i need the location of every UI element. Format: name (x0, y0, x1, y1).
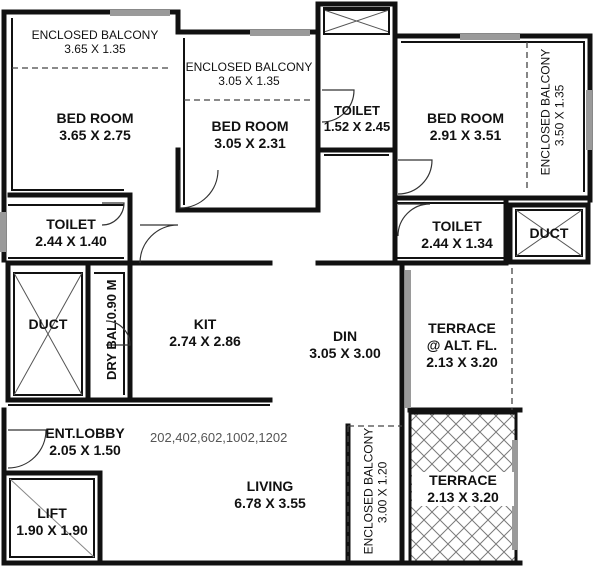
room-name: TOILET (334, 103, 380, 118)
room-name: BED ROOM (56, 110, 134, 126)
duct-1-label (14, 316, 82, 333)
toilet-3-label (408, 218, 506, 252)
room-dims: 1.90 X 1.90 (16, 521, 88, 538)
room-dims: 1.52 X 2.45 (323, 118, 391, 134)
room-dims: 2.13 X 3.20 (426, 353, 498, 370)
room-name: DRY BAL.0.90 M (104, 279, 120, 381)
room-dims: 3.05 X 1.35 (218, 74, 280, 89)
room-dims: 2.13 X 3.20 (427, 488, 499, 505)
room-name: DIN (332, 328, 358, 344)
room-name: TERRACE (428, 320, 496, 336)
room-dims: 3.65 X 2.75 (59, 126, 131, 143)
enclosed-balcony-2-label (184, 60, 314, 89)
unit-numbers: 202,402,602,1002,1202 (150, 430, 288, 445)
room-dims: 2.05 X 1.50 (49, 441, 121, 458)
room-dims: 2.44 X 1.40 (35, 232, 107, 249)
living-label (215, 478, 325, 512)
room-dims: 2.91 X 3.51 (429, 126, 502, 143)
lift-label (8, 505, 96, 539)
room-dims: 2.74 X 2.86 (169, 332, 241, 349)
enclosed-balcony-4-label (361, 427, 391, 555)
enclosed-balcony-1-label (20, 28, 170, 57)
terrace-label (412, 472, 514, 506)
room-name: ENCLOSED BALCONY (538, 48, 553, 176)
room-name: TOILET (46, 216, 96, 232)
room-dims: 3.05 X 2.31 (214, 134, 286, 151)
room-name: KIT (193, 316, 217, 332)
room-dims: 3.65 X 1.35 (64, 42, 126, 57)
room-name: BED ROOM (211, 118, 289, 134)
room-name: LIVING (246, 478, 294, 494)
room-name: ENCLOSED BALCONY (31, 28, 159, 42)
room-name: LIFT (37, 505, 67, 521)
din-label (290, 328, 400, 362)
room-name: TERRACE (429, 472, 497, 488)
kit-label (150, 316, 260, 350)
room-dims: 3.50 X 1.35 (553, 84, 567, 147)
room-name: ENCLOSED BALCONY (185, 60, 313, 74)
room-sub: @ ALT. FL. (426, 336, 498, 353)
room-name: ENCLOSED BALCONY (361, 427, 376, 555)
room-dims: 2.44 X 1.34 (421, 234, 493, 251)
room-dims: 6.78 X 3.55 (234, 494, 306, 511)
bed-room-1-label (40, 110, 150, 144)
room-dims: 3.05 X 3.00 (309, 344, 381, 361)
bed-room-3-label (408, 110, 523, 144)
room-name: BED ROOM (427, 110, 504, 126)
duct-2-label (516, 225, 582, 242)
toilet-2-label (22, 216, 120, 250)
room-dims: 3.00 X 1.20 (376, 461, 390, 524)
room-name: DUCT (529, 225, 569, 241)
bed-room-2-label (195, 118, 305, 152)
toilet-1-label (320, 103, 394, 134)
dry-bal-label (104, 272, 120, 388)
room-name: ENT.LOBBY (45, 425, 125, 441)
ent-lobby-label (30, 425, 140, 459)
room-name: TOILET (432, 218, 482, 234)
room-name: DUCT (28, 316, 68, 332)
enclosed-balcony-3-label (538, 48, 568, 176)
terrace-alt-label (414, 320, 510, 370)
